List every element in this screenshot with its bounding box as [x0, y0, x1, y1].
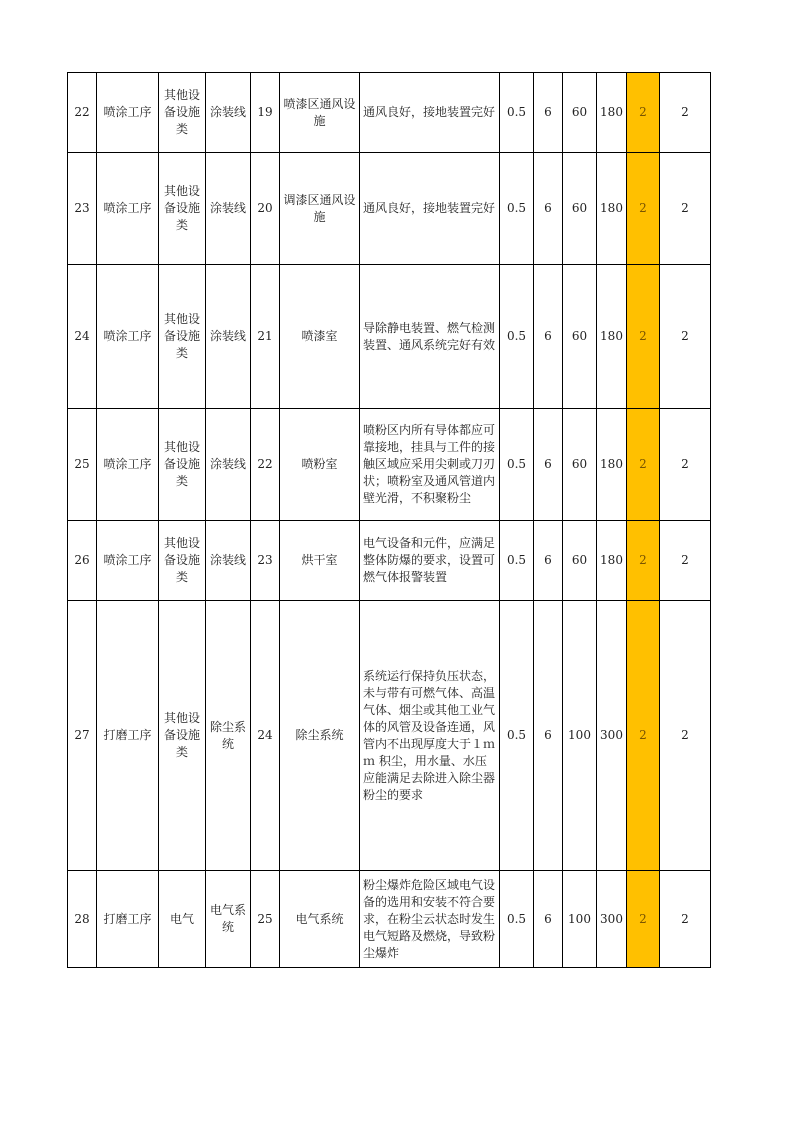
value-c-cell: 100: [563, 871, 597, 968]
value-d-cell: 180: [597, 409, 627, 521]
process-cell: 打磨工序: [97, 601, 159, 871]
process-cell: 喷涂工序: [97, 73, 159, 153]
table-row: [68, 871, 711, 968]
risk-level-cell: 2: [627, 73, 660, 153]
table-row: [68, 521, 711, 601]
grade-cell: 2: [660, 73, 711, 153]
grade-cell: 2: [660, 871, 711, 968]
unit-cell: 涂装线: [206, 153, 251, 265]
value-d-cell: 180: [597, 521, 627, 601]
value-d-cell: 180: [597, 265, 627, 409]
value-e-cell: 6: [534, 409, 563, 521]
value-l-cell: 0.5: [500, 521, 534, 601]
grade-cell: 2: [660, 409, 711, 521]
risk-level-cell: 2: [627, 265, 660, 409]
risk-level-cell: 2: [627, 871, 660, 968]
item-cell: 烘干室: [280, 521, 360, 601]
requirement-cell: 通风良好，接地装置完好: [360, 153, 500, 265]
table-row: [68, 153, 711, 265]
risk-table: [67, 72, 711, 968]
risk-level-cell: 2: [627, 521, 660, 601]
value-c-cell: 60: [563, 73, 597, 153]
risk-level-cell: 2: [627, 153, 660, 265]
value-e-cell: 6: [534, 153, 563, 265]
row-number-cell: 26: [68, 521, 97, 601]
category-cell: 其他设备设施类: [159, 73, 206, 153]
value-c-cell: 60: [563, 265, 597, 409]
grade-cell: 2: [660, 153, 711, 265]
requirement-cell: 粉尘爆炸危险区域电气设备的选用和安装不符合要求，在粉尘云状态时发生电气短路及燃烧，导致粉尘爆炸: [360, 871, 500, 968]
table-body: [68, 73, 711, 968]
requirement-cell: 喷粉区内所有导体都应可靠接地，挂具与工件的接触区域应采用尖刺或刀刃状；喷粉室及通风管道内壁光滑，不积聚粉尘: [360, 409, 500, 521]
grade-cell: 2: [660, 521, 711, 601]
process-cell: 喷涂工序: [97, 521, 159, 601]
item-cell: 喷漆室: [280, 265, 360, 409]
process-cell: 喷涂工序: [97, 153, 159, 265]
process-cell: 打磨工序: [97, 871, 159, 968]
value-d-cell: 180: [597, 153, 627, 265]
unit-cell: 涂装线: [206, 521, 251, 601]
value-d-cell: 300: [597, 601, 627, 871]
row-number-cell: 24: [68, 265, 97, 409]
table-row: [68, 73, 711, 153]
category-cell: 电气: [159, 871, 206, 968]
value-l-cell: 0.5: [500, 73, 534, 153]
unit-cell: 涂装线: [206, 265, 251, 409]
sequence-cell: 22: [251, 409, 280, 521]
table-row: [68, 601, 711, 871]
sequence-cell: 23: [251, 521, 280, 601]
risk-level-cell: 2: [627, 601, 660, 871]
sequence-cell: 24: [251, 601, 280, 871]
unit-cell: 电气系统: [206, 871, 251, 968]
category-cell: 其他设备设施类: [159, 153, 206, 265]
requirement-cell: 系统运行保持负压状态，未与带有可燃气体、高温气体、烟尘或其他工业气体的风管及设备连通，风管内不出现厚度大于１ｍｍ 积尘，用水量、水压应能满足去除进入除尘器粉尘的要求: [360, 601, 500, 871]
row-number-cell: 27: [68, 601, 97, 871]
table-row: [68, 409, 711, 521]
unit-cell: 涂装线: [206, 73, 251, 153]
unit-cell: 涂装线: [206, 409, 251, 521]
value-c-cell: 100: [563, 601, 597, 871]
value-d-cell: 300: [597, 871, 627, 968]
row-number-cell: 22: [68, 73, 97, 153]
value-l-cell: 0.5: [500, 601, 534, 871]
value-e-cell: 6: [534, 265, 563, 409]
value-l-cell: 0.5: [500, 871, 534, 968]
row-number-cell: 23: [68, 153, 97, 265]
value-c-cell: 60: [563, 521, 597, 601]
category-cell: 其他设备设施类: [159, 601, 206, 871]
grade-cell: 2: [660, 601, 711, 871]
sequence-cell: 25: [251, 871, 280, 968]
requirement-cell: 导除静电装置、燃气检测装置、通风系统完好有效: [360, 265, 500, 409]
value-l-cell: 0.5: [500, 153, 534, 265]
process-cell: 喷涂工序: [97, 265, 159, 409]
value-e-cell: 6: [534, 73, 563, 153]
item-cell: 喷粉室: [280, 409, 360, 521]
value-e-cell: 6: [534, 601, 563, 871]
risk-level-cell: 2: [627, 409, 660, 521]
unit-cell: 除尘系统: [206, 601, 251, 871]
sequence-cell: 21: [251, 265, 280, 409]
item-cell: 除尘系统: [280, 601, 360, 871]
table-row: [68, 265, 711, 409]
value-d-cell: 180: [597, 73, 627, 153]
value-e-cell: 6: [534, 871, 563, 968]
value-c-cell: 60: [563, 409, 597, 521]
value-l-cell: 0.5: [500, 409, 534, 521]
row-number-cell: 28: [68, 871, 97, 968]
item-cell: 电气系统: [280, 871, 360, 968]
item-cell: 调漆区通风设施: [280, 153, 360, 265]
sequence-cell: 20: [251, 153, 280, 265]
grade-cell: 2: [660, 265, 711, 409]
category-cell: 其他设备设施类: [159, 521, 206, 601]
sequence-cell: 19: [251, 73, 280, 153]
value-l-cell: 0.5: [500, 265, 534, 409]
category-cell: 其他设备设施类: [159, 265, 206, 409]
requirement-cell: 通风良好，接地装置完好: [360, 73, 500, 153]
process-cell: 喷涂工序: [97, 409, 159, 521]
row-number-cell: 25: [68, 409, 97, 521]
value-c-cell: 60: [563, 153, 597, 265]
requirement-cell: 电气设备和元件，应满足整体防爆的要求，设置可燃气体报警装置: [360, 521, 500, 601]
value-e-cell: 6: [534, 521, 563, 601]
category-cell: 其他设备设施类: [159, 409, 206, 521]
item-cell: 喷漆区通风设施: [280, 73, 360, 153]
